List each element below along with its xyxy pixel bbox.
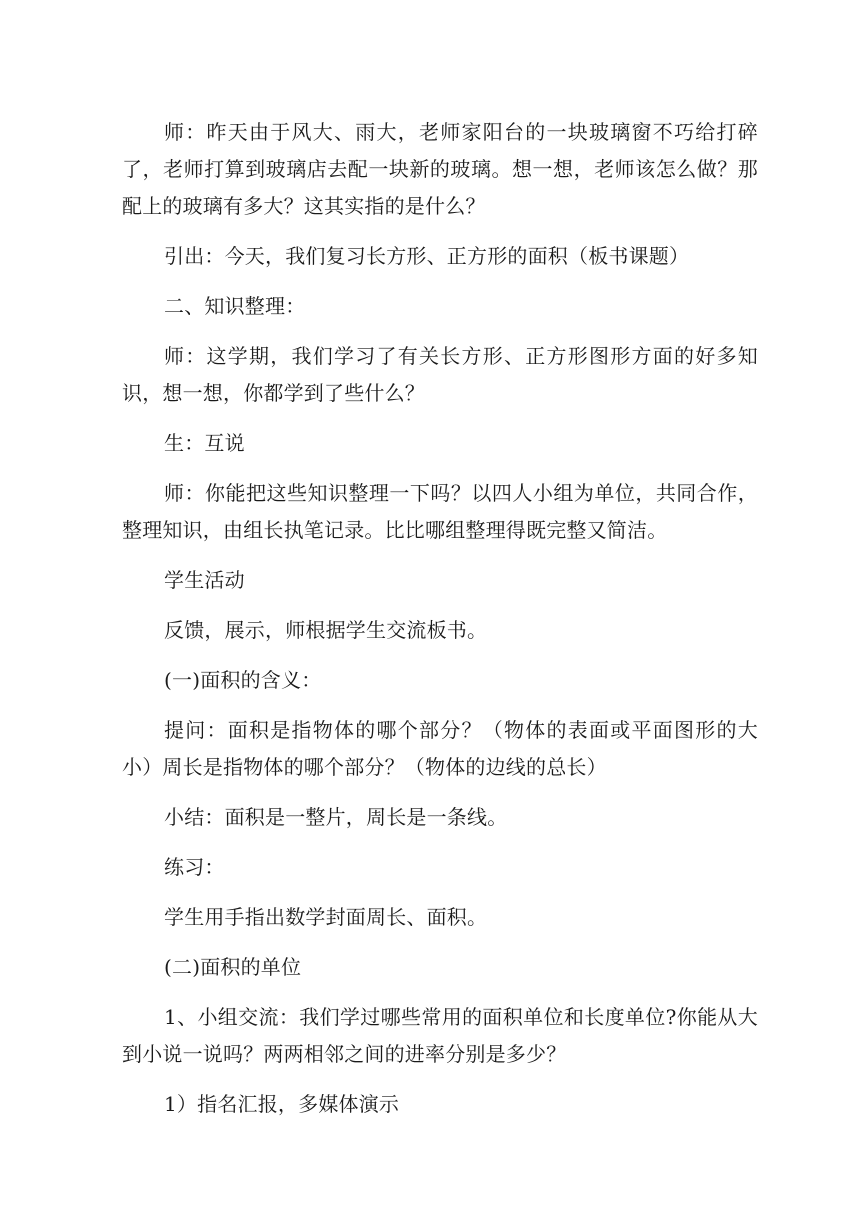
- paragraph-teacher-intro: 师：昨天由于风大、雨大，老师家阳台的一块玻璃窗不巧给打碎了，老师打算到玻璃店去配一块新的玻璃。想一想，老师该怎么做？那配上的玻璃有多大？这其实指的是什么？: [122, 120, 758, 218]
- paragraph-teacher-group: 师：你能把这些知识整理一下吗？以四人小组为单位，共同合作，整理知识，由组长执笔记录。比比哪组整理得既完整又简洁。: [122, 481, 758, 542]
- paragraph-feedback: 反馈，展示，师根据学生交流板书。: [164, 618, 488, 642]
- paragraph-student-activity: 学生活动: [164, 568, 245, 592]
- paragraph-group-exchange: 1、小组交流：我们学过哪些常用的面积单位和长度单位?你能从大到小说一说吗？两两相邻之间的进率分别是多少？: [122, 1005, 758, 1066]
- paragraph-student-discuss: 生：互说: [164, 431, 245, 455]
- paragraph-exercise: 学生用手指出数学封面周长、面积。: [164, 905, 488, 929]
- paragraph-report: 1）指名汇报，多媒体演示: [164, 1092, 400, 1116]
- paragraph-teacher-question: 师：这学期，我们学习了有关长方形、正方形图形方面的好多知识，想一想，你都学到了些什么？: [122, 344, 758, 405]
- document-body: [122, 114, 758, 1123]
- paragraph-question-area: 提问：面积是指物体的哪个部分？（物体的表面或平面图形的大小）周长是指物体的哪个部分？（物体的边线的总长）: [122, 718, 758, 779]
- subsection-area-units: (二)面积的单位: [164, 955, 302, 979]
- paragraph-summary: 小结：面积是一整片，周长是一条线。: [164, 805, 508, 829]
- subsection-area-meaning: (一)面积的含义：: [164, 668, 322, 692]
- section-heading-knowledge: 二、知识整理：: [164, 294, 306, 318]
- paragraph-exercise-label: 练习：: [164, 855, 225, 879]
- paragraph-lead-in: 引出：今天，我们复习长方形、正方形的面积（板书课题）: [164, 244, 690, 268]
